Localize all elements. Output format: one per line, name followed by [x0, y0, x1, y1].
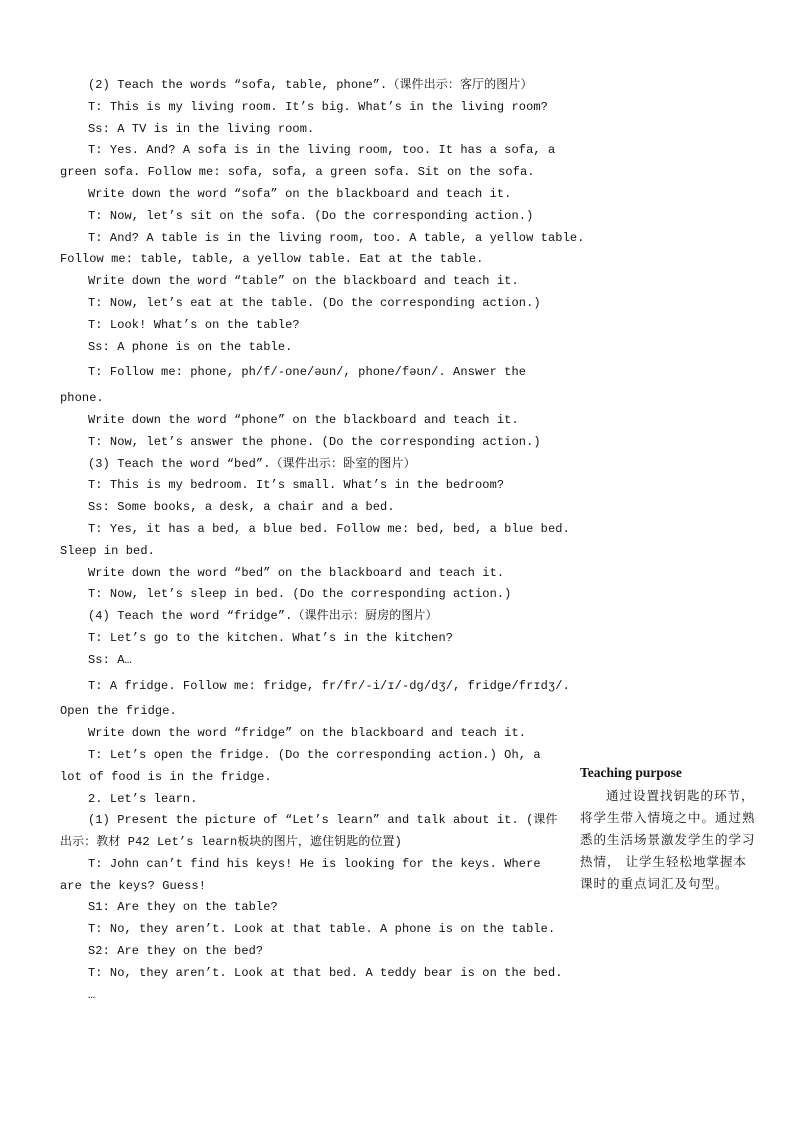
text-line: T: This is my living room. It’s big. What’s in the living room? [88, 99, 548, 114]
text-line: green sofa. Follow me: sofa, sofa, a green sofa. Sit on the sofa. [60, 165, 535, 180]
text-line: (4) Teach the word “fridge”.（课件出示：厨房的图片） [88, 609, 438, 624]
text-line: T: John can’t find his keys! He is looking for the keys. Where [88, 856, 541, 871]
text-line: Sleep in bed. [60, 543, 155, 558]
text-line: Ss: A phone is on the table. [88, 339, 293, 354]
text-line: Write down the word “table” on the blackboard and teach it. [88, 274, 519, 289]
text-line: are the keys? Guess! [60, 878, 207, 893]
lesson-body [60, 75, 585, 1006]
text-line: T: Yes. And? A sofa is in the living room, too. It has a sofa, a [88, 143, 556, 158]
teaching-purpose-text: 通过设置找钥匙的环节，将学生带入情境之中。通过熟悉的生活场景激发学生的学习热情， 让学生轻松地掌握本课时的重点词汇及句型。 [580, 788, 756, 891]
text-line: Write down the word “fridge” on the blackboard and teach it. [88, 726, 527, 741]
text-line: T: Now, let’s eat at the table. (Do the corresponding action.) [88, 295, 541, 310]
text-line: 出示：教材 P42 Let’s learn板块的图片，遮住钥匙的位置) [60, 835, 402, 850]
text-line: T: Now, let’s answer the phone. (Do the corresponding action.) [88, 434, 541, 449]
text-line: S2: Are they on the bed? [88, 944, 264, 959]
text-line: T: Yes, it has a bed, a blue bed. Follow me: bed, bed, a blue bed. [88, 521, 570, 536]
text-line: phone. [60, 391, 104, 406]
text-line: Ss: Some books, a desk, a chair and a bed. [88, 500, 395, 515]
text-line: T: Let’s open the fridge. (Do the corresponding action.) Oh, a [88, 747, 541, 762]
text-line: Ss: A TV is in the living room. [88, 121, 315, 136]
text-line: T: Now, let’s sit on the sofa. (Do the corresponding action.) [88, 208, 534, 223]
text-line: T: Look! What’s on the table? [88, 317, 300, 332]
text-line: T: Let’s go to the kitchen. What’s in the kitchen? [88, 630, 454, 645]
text-line: 2. Let’s learn. [88, 791, 198, 806]
text-line: T: This is my bedroom. It’s small. What’s in the bedroom? [88, 478, 505, 493]
text-line: lot of food is in the fridge. [60, 769, 272, 784]
text-line: Write down the word “sofa” on the blackboard and teach it. [88, 186, 512, 201]
text-line: Write down the word “bed” on the blackboard and teach it. [88, 565, 505, 580]
text-line: T: A fridge. Follow me: fridge, fr/fr/-i/ɪ/-dg/dʒ/, fridge/frɪdʒ/. [88, 678, 570, 693]
text-line: T: Now, let’s sleep in bed. (Do the corresponding action.) [88, 587, 512, 602]
teaching-purpose-title: Teaching purpose [580, 765, 682, 780]
text-line: Ss: A… [88, 652, 132, 667]
text-line: (3) Teach the word “bed”.（课件出示：卧室的图片） [88, 456, 416, 471]
text-line: Follow me: table, table, a yellow table. Eat at the table. [60, 252, 484, 267]
text-line: S1: Are they on the table? [88, 900, 278, 915]
text-line: Write down the word “phone” on the blackboard and teach it. [88, 412, 519, 427]
text-line: T: No, they aren’t. Look at that table. A phone is on the table. [88, 922, 556, 937]
text-line: T: Follow me: phone, ph/f/-one/əʊn/, phone/fəʊn/. Answer the [88, 365, 527, 380]
text-line: T: No, they aren’t. Look at that bed. A teddy bear is on the bed. [88, 965, 563, 980]
text-line: … [88, 987, 96, 1002]
teaching-purpose-box [580, 765, 760, 895]
text-line: T: And? A table is in the living room, too. A table, a yellow table. [88, 230, 585, 245]
text-line: (2) Teach the words “sofa, table, phone”.（课件出示：客厅的图片） [88, 78, 533, 92]
text-line: Open the fridge. [60, 704, 177, 719]
text-line: (1) Present the picture of “Let’s learn” and talk about it. (课件 [88, 813, 558, 828]
